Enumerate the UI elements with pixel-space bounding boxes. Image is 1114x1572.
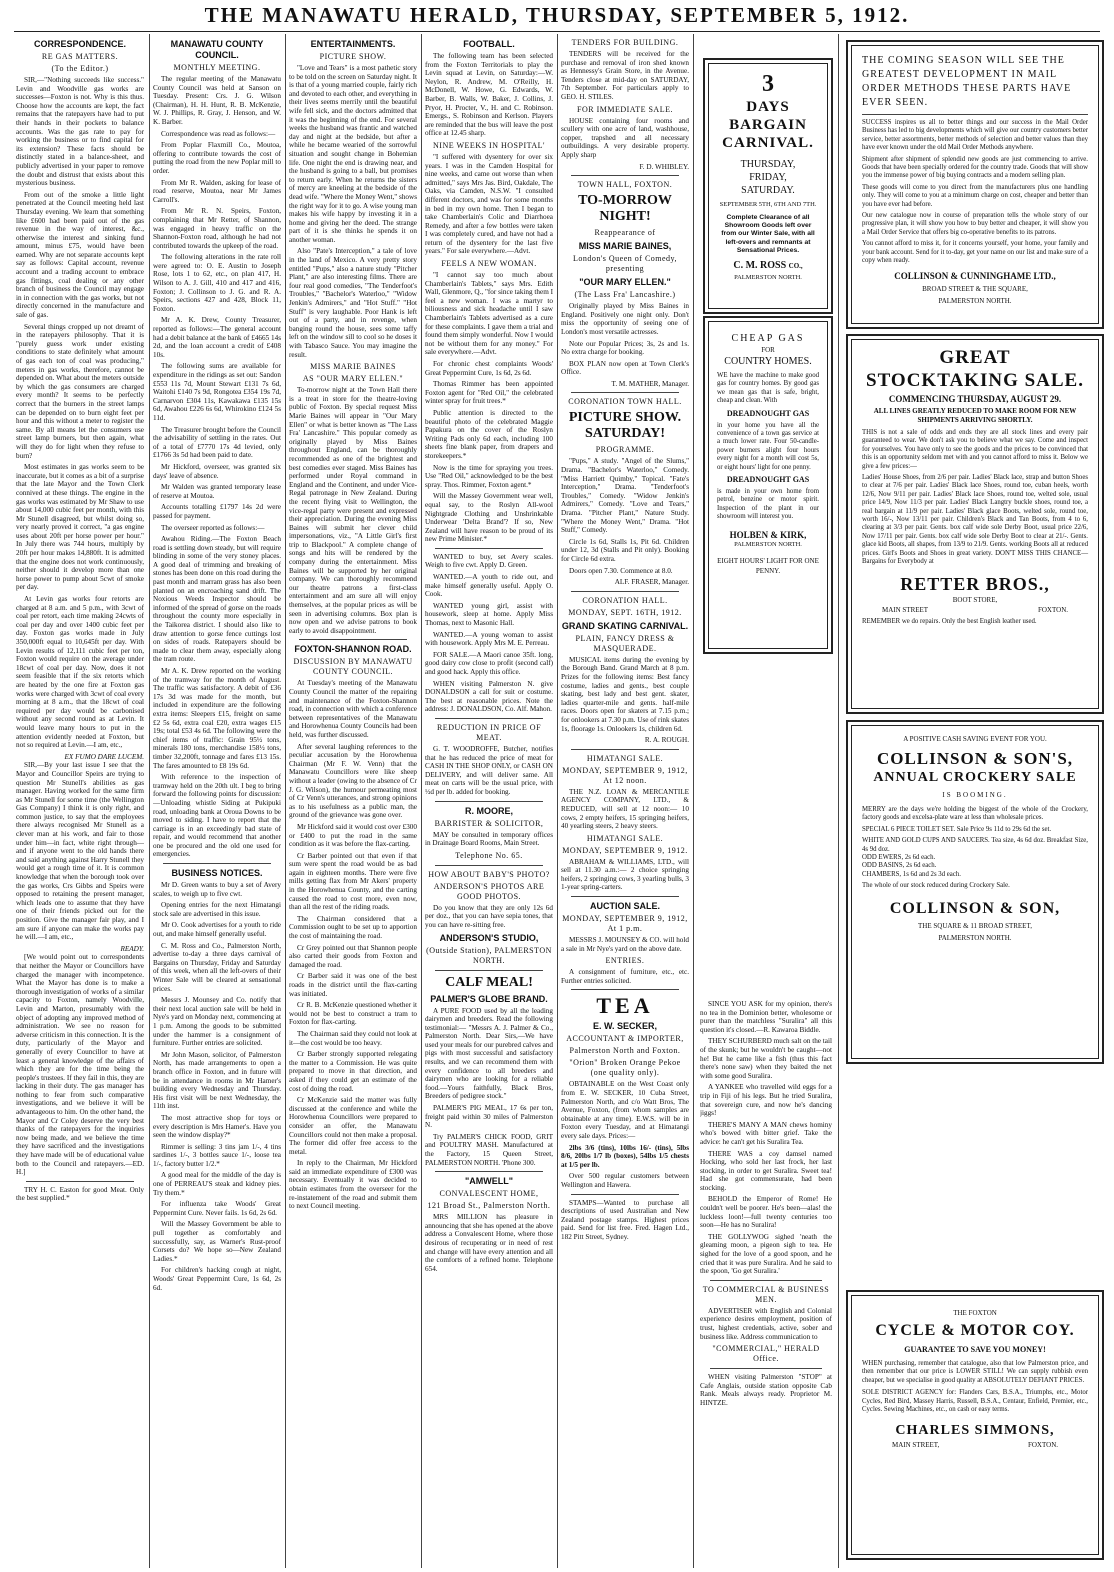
ad-line: PLAIN, FANCY DRESS & MASQUERADE. [575,633,675,653]
paragraph: Several things cropped up not dreamt of in the ratepayers philosophy. That it is "purely guess work under existing conditions to state definitely what amount of gas each ton of coal was producing," meters in gas works, therefore, cannot be depended on. What about the meters outside by which the gas consumers are charged every month? It seems to be perfectly correct that the burners in the street lamps can be depended on to burn eight feet per hour and this without a meter to register the same. By all means let the consumers use street lamp burners, but then again, what will they do for light when they refuse to burn? [16,322,144,460]
ad-heading: CORONATION TOWN HALL. [568,397,682,407]
divider [26,1181,134,1182]
ad-text: ODD BASINS, 2s 6d each. [862,862,937,870]
divider [710,1280,822,1281]
ad-text: MESSRS J. MOUNSEY & CO. will hold a sale in Mr Nye's yard on the above date. [561,936,689,953]
article-subhead: AS "OUR MARY ELLEN." [302,374,404,384]
ad-text: Ladies' House Shoes, from 2/6 per pair. Ladies' Black lace, strap and button Shoes to clear at 7/6 per pair. Ladies' Black lace Shoes, round toe, cuban heels, worth 12/6, Now 9/11 per pair. Ladies' Black lace Shoes, round toe, welted sole, usual price 14/9, Now 11/3 per pair. Ladies' Black Langtry buckle shoes, round toe, a real bargain at 11/9 per pair. Ladies' Black glace Boots, welted sole, round toe, worth 16/-, Now 13/11 per pair. Children's Black and Tan Boots, from 4 to 6, clearing at 3/3 per pair. Gents. box calf wide sole Derby Boot, usual price 22/6, Now 17/11 per pair. Gents. box calf wide sole Derby Boot to clear at 21/-. Gents. glace kid Boots, all shapes, from 13/9 to 21/9. Gents. working Boots all at reduced prices. Girl's Boots and Shoes in great variety. DON'T MISS THIS CHANCE—Bargains for Everybody at [862,474,1088,566]
ad-box-retter-bros [846,334,1104,714]
article-subhead: MISS MARIE BAINES [310,362,396,372]
ad-text: G. T. WOODROFFE, Butcher, notifies that he has reduced the price of meat for CASH IN THE SHOP ONLY, or CASH ON DELIVERY, and will deliver same. All meat on carts will be the usual price, with ½d per lb. added for booking. [425,744,553,796]
column-advertisements [561,36,689,1566]
ad-heading: AUCTION SALE. [589,901,660,912]
ad-headline: CALF MEAL! [445,974,533,990]
paragraph: Public attention is directed to the beautiful photo of the celebrated Maggie Papakura on the cover of the Roslyn Writing Pads only 6d each, including 100 sheets fine blank paper, from drapers and storekeepers.* [425,408,553,460]
paragraph: Also "Pate's Interception," a tale of love in the land of Mexico. A very pretty story entitled "Pups," also a nature study "Pitcher Plant," are also interesting films. There are four real good comedies, "The Tenderfoot's Troubles," "Bachelor's Waterloo," "Widow Jenkin's Admirers," and "Hot Stuff." "Hot Stuff" is very laughable. Poor Hank is left out of a party, and in revenge, when banging round the house, sees some taffy left on the window sill to cool so he doses it with Tabasco Sauce. You may imagine the result. [289,247,417,359]
section-heading: CORRESPONDENCE. [33,39,126,49]
ad-headline: PICTURE SHOW. SATURDAY! [568,410,682,442]
column-correspondence [16,36,144,1566]
paragraph: With reference to the inspection of tramway held on the 20th ult. I beg to bring forward the following points for discussion:—Unloading whistle Siding at Pukipuki road, unloading bank at Oroua Downs to be moved to siding. I have to report that the carriage is in an exceedingly bad state of repair, and would recommend that another one be procured and the old one used for emergencies. [153,773,281,859]
editor-note: [We would point out to correspondents that neither the Mayor or Councillors have charged the manager with incompetence. What the Mayor has done is to make a thorough investigation of works of a similar capacity to Foxton, namely Woodville, Levin and Marton, presumably with the object of adopting any improved method of administration. We see no reason for adverse criticism in this connection. It is the duty, particularly of the Mayor and generally of every Councillor to have at least a general knowledge of the affairs of which they are for the time being the people's trustees. If they fail in this, they are lacking in their duty. The gas manager has nothing to fear from such comparative investigations, and we believe it will be advantageous to him. On the other hand, the Mayor and Cr Coley deserve the very best thanks of the ratepayers for the inquiries now being made, and we believe the time they have sacrificed and the investigations they have made will be of educational value both to the Council and ratepayers.—ED. H.] [16,953,144,1177]
ad-text: WHITE AND GOLD CUPS AND SAUCERS. Tea size, 4s 6d doz. Breakfast Size, 4s 9d doz. [862,837,1088,853]
ad-heading: R. MOORE, [464,805,513,816]
masthead: THE MANAWATU HERALD, THURSDAY, SEPTEMBER 5, 1912. [204,3,910,27]
column-county-council [153,36,281,1566]
notice: C. M. Ross and Co., Palmerston North, advertise to-day a three days carnival of Bargains on Thursday, Friday and Saturday of this week, when all the left-overs of their Winter Sale will be cleared at sensational prices. [153,941,281,993]
ad-heading: REDUCTION IN PRICE OF MEAT. [436,722,542,742]
ad-headline: GREAT STOCKTAKING SALE. [866,347,1084,391]
ad-line: THURSDAY, [740,159,796,170]
ad-line: PROGRAMME. [595,445,655,455]
article-subhead: NINE WEEKS IN HOSPITAL' [433,140,545,150]
ad-text: "Pups," A study. "Angel of the Slums," Drama. "Bachelor's Waterloo," Comedy. "Miss Harriett Quimby," Topical. "Fate's Interception," Drama. "Tenderfoot's Troubles," Comedy. "Widow Jenkin's Admirers," Comedy. "Love and Tears," Drama. "Pitcher Plant," Nature Study. "Where the Money Went," Drama. "Hot Stuff," Comedy. [561,457,689,535]
ad-subheading: ANDERSON'S PHOTOS ARE GOOD PHOTOS. [433,881,545,901]
ad-text: MERRY are the days we're holding the biggest of the whole of the Crockery, factory goods and excelsa-plate ware at less than wholesale prices. [862,806,1088,822]
article-subhead: RE GAS MATTERS. [41,52,119,61]
ad-headline: ANNUAL CROCKERY SALE [873,770,1077,785]
paragraph: The Chairman considered that a Commission ought to be set up to apportion the cost of maintaining the road. [289,914,417,941]
column-rule [557,34,558,1568]
ad-heading: FOR IMMEDIATE SALE. [577,104,673,114]
ad-location: FOXTON. [1027,1441,1058,1450]
divider [571,175,679,176]
paragraph: Now is the time for spraying you trees. Use "Red Oil," acknowledged to be the best spray. Thos. Rimmer, Foxton agent.* [425,463,553,489]
notice: Mr O. Cook advertises for a youth to ride out, and make himself generally useful. [153,921,281,939]
ad-text: BEHOLD the Emperor of Rome! He couldn't well be poorer. He's been—alas! the luckless loon!—full twenty centuries too soon—He has no Suralira! [700,1195,832,1230]
paragraph: "Love and Tears" is a most pathetic story to be told on the screen on Saturday night. It is that of a young married couple, fairly rich and devoted to each other, and everything in their lives seems merrily until the beautiful wife fell sick, and the doctors admitted that it was the beginning of the end. For several weeks the husband was frantic and watched day and night at the bedside, but after a while he became wearied of the sorrowful situation and sought change in Bohemian life. One night the end is drawing near, and the husband is going to a ball, but promises to return early. When he returns the sisters of mercy are kneeling at the bedside of the dead wife. "Where the Money Went," shows the right way for it to go. A wise young man makes his wife happy by investing it in a home and giving her the deed. The strange part of it is she thinks he spends it on another woman. [289,64,417,244]
article-subhead: PICTURE SHOW. [319,52,387,61]
divider [435,801,543,802]
ad-subheading: PALMER'S GLOBE BRAND. [430,993,548,1004]
divider [571,896,679,897]
ad-date: MONDAY, SEPT. 16TH, 1912. [568,607,682,617]
ad-location: (Outside Station), PALMERSTON NORTH. [426,945,552,965]
column-rule [149,34,150,1568]
ad-line: FOR [761,346,775,354]
paragraph: "I cannot say too much about Chamberlain's Tablets," says Mrs. Edith Wall, Glenmore, Q., "for since taking them I feel a new woman. I was a martyr to biliousness and sick headache until I saw Chamberlain's Tablets advertised as a cure for these complaints. I gave them a trial and found them simply wonderful. Now I would not be without them for any money." For sale everywhere.—Advt. [425,271,553,357]
paragraph: The following team has been selected from the Foxton Territorials to play the Levin squad at Levin, on Saturday:—W. Neylon, R. Andrew, M. O'Reilly, H. McDonell, W. Howe, G. Edwards, W. Barber, B. Walls, W. Baker, J. Collins, J. Pryor, H. Procter, V., H. and C. Robinson. Emergs., S. Robinson and Kerlson. Players are reminded that the bus will leave the post office at 12.45 sharp. [425,52,553,138]
paragraph: From Mr R. N. Speirs, Foxton, complaining that Mr Retter, of Shannon, was engaged in heavy traffic on the Shannon-Foxton road, although he had not contributed towards the upkeep of the road. [153,207,281,250]
paragraph: The Chairman said they could not look at it—the cost would be too heavy. [289,1029,417,1047]
column-rule [421,34,422,1568]
divider [435,548,543,549]
ad-firm: ANDERSON'S STUDIO, [439,932,539,943]
ad-address: BROAD STREET & THE SQUARE, [922,284,1028,293]
ad-text: Try PALMER'S CHICK FOOD, GRIT and POULTRY MASH. Manufactured at the Factory, 15 Queen Street, PALMERSTON NORTH. 'Phone 300. [425,1132,553,1167]
ad-text: A PURE FOOD used by all the leading dairymen and breeders. Read the following testimonial:— "Messrs A. J. Palmer & Co., Palmerston North. Dear Sirs,—We have used your meals for our purebred calves and pigs with most successful and satisfactory results, and we can recommend them with every confidence to all breeders and dairymen who are looking for a reliable food.—Yours faithfully, Black Bros, Breeders of pedigree stock." [425,1006,553,1101]
ad-line: BARGAIN [729,117,807,133]
paragraph: Mr A. K. Drew reported on the working of the tramway for the month of August. The traffic was satisfactory. A debit of £36 17s 3d was made for the month, but included in expenditure are the following extra items: Sleepers £15, freight on same £2 5s 6d, extra coal £20, extra wages £15 19s; total £53 4s 6d. The following were the chief items of traffic: Grain 95½ tons, minerals 180 tons, merchandise 158½ tons, timber 32,200ft, tonnage and fares £13 15s. The fares amounted to £8 19s 6d. [153,667,281,770]
ad-firm: RETTER BROS., [900,573,1050,594]
classified-ad: WANTED.—A young woman to assist with housework. Apply Mrs M. E. Perreau. [425,630,553,648]
ad-line: SATURDAY. [741,185,795,196]
ad-line: CHEAP GAS [731,333,805,344]
ad-text: SPECIAL 6 PIECE TOILET SET. Sale Price 9s 11d to 29s 6d the set. [862,825,1052,833]
paragraph: Accounts totalling £1797 14s 2d were passed for payment. [153,503,281,520]
article-dateline: (To the Editor.) [51,64,109,73]
divider [435,1171,543,1172]
ad-location: PALMERSTON NORTH. [734,540,802,548]
ad-address: MAIN STREET, [892,1441,940,1450]
divider [435,970,543,971]
ad-location: PALMERSTON NORTH. [734,274,802,282]
paragraph: SIR,—By your last issue I see that the Mayor and Councillor Speirs are trying to question Mr Stunell's abilities as gas manager. Having worked for the same firm as Mr Stunell for some time (the Wellington Gas Company) I think it is only right, and common justice, to say that the employees there always recognised Mr Stunell as a clever man at his work, and fair to those under him—in fact, white right through—and if anyone went to the old hands there and said anything against Harry Stunell they would get a rough time of it. It is common knowledge that when the borough took over the gas works, Crs Gibbs and Speirs were opposed to retaining the present manager, which leads one to assume that they have one of their friends picked out for the position. Give the manager fair play, and I am sure if anyone can make the works pay he will.—I am, etc., [16,761,144,942]
ad-text: ABRAHAM & WILLIAMS, LTD., will sell at 11.30 a.m.:— 2 choice springing heifers, 2 springing cows, 3 yearling bulls, 3 1-year spring-carters. [561,857,689,892]
ad-text: You cannot afford to miss it, for it concerns yourself, your home, your family and your bank account. Send for it to-day, get your name on our list and make sure of a copy when ready. [862,240,1088,265]
paragraph: From Poplar Flaxmill Co., Moutoa, offering to contribute towards the cost of putting the road from the new Poplar mill to order. [153,141,281,175]
ad-text: ADVERTISER with English and Colonial experience desires employment, position of trust, highest credentials, active, sober and business like. Address communication to [700,1306,832,1341]
ad-text: Shipment after shipment of splendid new goods are just commencing to arrive. Goods that have been specially ordered for the country trade. Goods that will show you the immense power of big buying contracts and a modern selling plan. [862,155,1088,180]
classified-ad: FOR SALE.—A Maori canoe 35ft. long, good dairy cow close to profit (second calf) and good hack. Apply this office. [425,650,553,676]
paragraph: Cr Grey pointed out that Shannon people also carted their goods from Foxton and damaged the road. [289,943,417,969]
ad-text: is made in your own home from petrol, benzine or motor spirit. Inspection of the plant in our showroom will interest you. [717,488,819,521]
ad-heading: HOW ABOUT BABY'S PHOTO? [428,869,550,879]
ad-date: SEPTEMBER 5TH, 6TH AND 7TH. [719,201,817,208]
ad-line: "Orion" Broken Orange Pekoe (one quality only). [569,1058,681,1078]
notice: Opening entries for the next Himatangi stock sale are advertised in this issue. [153,901,281,918]
ad-box-holben-kirk [703,316,833,654]
ad-headline: THE COMING SEASON WILL SEE THE GREATEST DEVELOPMENT IN MAIL ORDER METHODS THESE PARTS HAVE EVER SEEN. [862,55,1072,108]
ad-line: ACCOUNTANT & IMPORTER, [566,1034,684,1044]
ad-heading: "AMWELL" [464,1176,514,1187]
ad-box-foxton-cycle [846,1290,1104,1560]
ad-box-collinson-crockery [846,720,1104,1064]
divider [435,718,543,719]
ad-line: ALL LINES GREATLY REDUCED TO MAKE ROOM FOR NEW SHIPMENTS ARRIVING SHORTLY. [873,407,1077,424]
ad-firm: CHARLES SIMMONS, [895,1423,1055,1439]
ad-text: MRS MILLION has pleasure in announcing that she has opened at the above address a Convalescent Home, where those desirous of recuperating or in need of rest and change will have every attention and all the comforts of a refined home. Telephone 654. [425,1213,553,1273]
ad-text: WE have the machine to make good gas for country homes. By good gas we mean gas that is safe, bright, cheap and clean. With [717,372,819,405]
ad-text: WHEN purchasing, remember that catalogue, also that low Palmerston price, and then remember that our price is LOWER STILL! We can supply rubbish even cheaper, but we specialise in good quality at ABSOLUTELY DEFIANT PRICES. [862,1360,1088,1384]
ad-text: ODD EWERS, 2s 6d each. [862,854,936,862]
ad-subheading: BARRISTER & SOLICITOR, [434,818,544,828]
ad-headline: TO-MORROW NIGHT! [578,193,672,225]
ad-line: BOOT STORE, [952,595,998,604]
ad-line: Palmerston North and Foxton. [569,1046,681,1056]
ad-line: CARNIVAL. [722,135,814,151]
ad-line: DAYS [746,99,790,115]
article-subhead: MONTHLY MEETING. [173,63,261,72]
classified-ad: WANTED to buy, set Avery scales. Weigh to five cwt. Apply D. Green. [425,552,553,570]
ad-phone: Telephone No. 65. [455,850,523,860]
paragraph: Mr Hickford, overseer, was granted six days' leave of absence. [153,462,281,480]
ad-heading: TOWN HALL, FOXTON. [577,180,673,190]
column-rule [693,34,694,1568]
ad-box-cm-ross [703,58,833,314]
divider [710,1368,822,1369]
ad-text: MAY be consulted in temporary offices in Drainage Board Rooms, Main Street. [425,830,553,848]
notice: The most attractive shop for toys or every description is Mrs Hamer's. Have you seen the window display?* [153,1113,281,1140]
ad-line: FRIDAY, [749,172,787,183]
paragraph: At Levin gas works four retorts are charged at 8 a.m. and 5 p.m., with 3cwt of coal per retort, each time making 24cwts of coal per day and over 1400 cubic feet per day. Foxton gas works made in July 350,000ft equal to 10,645ft per day. With Levin results of 12,111 cubic feet per ton, Foxton would require on the average under 18cwt of coal per day. Now, does it not seem feasible that if the six retorts which are heated by the one fire at Foxton gas works were charged with 3cwt of coal every morning at 8 a.m., that the 18cwt of coal required per day would be carbonised without any second round as at Levin. It would leave many hours to put in the attention evidently needed at Foxton, but not so required at Levin.—I am, etc., [16,595,144,750]
ad-box-mail-order [846,40,1104,329]
ad-number: 3 [762,71,774,97]
ad-text: CHAMBERS, 1s 6d and 2s 3d each. [862,870,961,878]
ad-text: Complete Clearance of all Showroom Goods left over from our Winter Sale, with all left-overs and remnants at Sensational Prices. [721,214,815,254]
paragraph: Will the Massey Government wear well, equal say, to the Roslyn All-wool Nightgrade Clothing and Unshrinkable Underwear 'Delta Brand'? If so, New Zealand will have reason to be proud of its new Prime Minister.* [425,492,553,544]
ad-heading: TO COMMERCIAL & BUSINESS MEN. [702,1284,830,1304]
ad-line: "COMMERCIAL," HERALD Office. [712,1344,820,1364]
ad-text: PALMER'S PIG MEAL, 17 6s per ton, freight paid within 30 miles of Palmerston N. [425,1104,553,1130]
masthead-rule [14,31,1100,32]
notice: Rimmer is selling: 3 tins jam 1/-, 4 tins sardines 1/-, 3 bottles sauce 1/-, loose tea 1/-, factory butter 1/2.* [153,1142,281,1168]
ad-text: SUCCESS inspires us all to better things and our success in the Mail Order Business has led to big developments which will give our country customers better service, better assortments, better methods of selection and better values than they have ever known under the old Mail Order Methods anywhere. [862,119,1088,152]
paragraph: For chronic chest complaints Woods' Great Peppermint Cure, 1s 6d, 2s 6d. [425,360,553,377]
ad-line: THE FOXTON [953,1309,997,1317]
ad-text: These goods will come to you direct from the manufacturers plus one handling only. They will come to you at a minimum charge on cost, cheaper and better than you have ever had before. [862,183,1088,208]
ad-text: Originally played by Miss Baines in England. Positively one night only. Don't miss the opportunity of seeing one of London's most versatile actresses. [561,302,689,336]
divider [862,114,1088,115]
ad-address: MAIN STREET [882,605,929,614]
paragraph: The Treasurer brought before the Council the advisability of settling in the rates. Out of a total of £7770 17s 4d levied, only £1766 3s 5d had been paid to date. [153,425,281,460]
ad-date: MONDAY, SEPTEMBER 9, 1912. [562,845,688,855]
ad-line: London's Queen of Comedy, presenting [572,254,678,274]
paragraph: To-morrow night at the Town Hall there is a treat in store for the theatre-loving public of Foxton. By special request Miss Marie Baines will appear in "Our Mary Ellen" or what is better known as "The Lass Fra' Lancashire." This popular comedy as originally played by Miss Baines throughout England, can be thoroughly recommended as one of the brightest and best comedies ever staged. Miss Baines has performed under Royal command in England and the Continent, and under Vice-Regal patronage in New Zealand. During the recent flying visit to Wellington, the vice-regal party were present and expressed their appreciation. During the evening Miss Baines will submit her clever child impersonations, viz., "A Little Girl's first trip to Blackpool." A complete change of songs and hits will be rendered by the company during the entertainment. Miss Baines will be supported by her original company. We can thoroughly recommend our theatre patrons a first-class entertainment and am sure all will enjoy themselves, at the popular prices as will be seen in advertising columns. Box plan is now open and we advise patrons to book early to avoid disappointment. [289,386,417,635]
ad-text: Do you know that they are only 12s 6d per doz., that you can have sepia tones, that you can have re-sitting free. [425,903,553,929]
ad-line: EIGHT HOURS' LIGHT FOR ONE PENNY. [717,556,819,575]
ad-subheading: CONVALESCENT HOME, [439,1189,539,1199]
paragraph: Cr Barber said it was one of the best roads in the district until the flax-carting was initiated. [289,972,417,998]
ad-date: MONDAY, SEPTEMBER 9, 1912, At 12 noon. [562,765,688,785]
paragraph: The following sums are available for expenditure in the ridings as set out: Sandon £553 11s 7d, Mount Stewart £131 7s 6d, Waitohi £140 7s 9d, Rongotea £354 19s 7d, Carnarvon £304 11s, Kawakawa £135 15s 6d, Awahou £226 6s 6d, Whirokino £124 5s 11d. [153,362,281,422]
divider [571,392,679,393]
classified-ad: WANTED young girl, assist with housework, sleep at home. Apply Miss Thomas, next to Masonic Hall. [425,601,553,628]
signature: EX FUMO DARE LUCEM. [64,752,144,761]
notice: Mr D. Green wants to buy a set of Avery scales, to weigh up to five cwt. [153,881,281,898]
ad-text: STAMPS—Wanted to purchase all descriptions of used Australian and New Zealand postage stamps. Highest prices paid. Send for list free. Fred. Hagen Ltd., 182 Pitt Street, Sydney. [561,1198,689,1241]
ad-address: THE SQUARE & 11 BROAD STREET, [918,921,1032,930]
ad-text: Note our Popular Prices; 3s, 2s and 1s. No extra charge for booking. [561,339,689,357]
section-heading: ENTERTAINMENTS. [310,39,396,49]
paragraph: Cr Barber strongly supported relegating the matter to a Commission. He was quite prepared to move in that direction, and asked if they could get an estimate of the cost of doing the road. [289,1050,417,1093]
paragraph: Cr R. B. McKenzie questioned whether it would not be best to construct a tram to Foxton for flax-carting. [289,1001,417,1027]
divider [571,989,679,990]
ad-text: BOX PLAN now open at Town Clerk's Office. [561,359,689,377]
ad-line: COMMENCING THURSDAY, AUGUST 29. [888,394,1062,404]
ad-line: MISS MARIE BAINES, [578,241,672,252]
ad-text: Over 500 regular customers between Wellington and Hawera. [561,1172,689,1189]
paragraph: Thomas Rimmer has been appointed Foxton agent for "Red Oil," the celebrated winter spray for fruit trees.* [425,380,553,406]
ad-line: GUARANTEE TO SAVE YOU MONEY! [904,1345,1046,1354]
ad-text: SINCE YOU ASK for my opinion, there's no tea in the Dominion better, wholesome or purer than the matchless "Suralira" all this question it's closed.—R. Kawaroa Biddle. [700,1000,832,1034]
ad-signature: F. D. WHIBLEY. [639,162,689,171]
article-subhead: FEELS A NEW WOMAN. [441,259,537,269]
ad-text: A YANKEE who travelled wild eggs for a trip in Fiji of his legs. But he tried Suralira, that sovereign cure, and now he's dancing jiggs! [700,1083,832,1118]
ad-firm: CYCLE & MOTOR COY. [875,1322,1075,1339]
ad-heading: HIMATANGI SALE. [586,833,664,843]
ad-text: THEY SCHURBERD much salt on the tail of the skunk; but he wouldn't be caught—not he! But he came like a fish (thus this fact there's none saw) when they baited the net with some good Suralira. [700,1037,832,1080]
ad-signature: R. A. ROUGH. [644,736,689,745]
paragraph: The overseer reported as follows:— [161,523,265,532]
footer-note: TRY H. C. Easton for good Meat. Only the best supplied.* [16,1185,144,1203]
ad-firm: COLLINSON & SON, [889,899,1061,917]
ad-line: DREADNOUGHT GAS [726,475,810,485]
paragraph: Most estimates in gas works seem to be inaccurate, but it comes as a bit of a surprise that the late Mayor and the Town Clerk connived at these things. The engine in the gas works was estimated by Mr Shaw to use about 14,000 cubic feet per month, with this Mr Stunell disagreed, but whilst doing so, very nearly proved it correct, "a gas engine uses about 20ft per horse power per hour." In July there was 744 hours, multiply by 20ft per hour makes 14,880ft. It is admitted that the engine does not work continuously, neither should it develop more than one horse power to pump about 5cwt of smoke per day. [16,463,144,592]
paragraph: The regular meeting of the Manawatu County Council was held at Sanson on Tuesday. Present: Crs. J. G. Wilson (Chairman), H. H. Hunt, R. B. McKenzie, W. J. Phillips, R. Gray, J. Henson, and W. K. Barber. [153,75,281,126]
ad-text: A consignment of furniture, etc., etc. Further entries solicited. [561,968,689,985]
section-heading: BUSINESS NOTICES. [171,868,263,879]
notice: Will the Massey Government be able to pull together as comfortably and successfully, say, as Warner's Rust-proof Corsets do? We hope so—New Zealand Ladies.* [153,1220,281,1263]
paragraph: Mr Walden was granted temporary lease of reserve at Moutoa. [153,483,281,500]
ad-firm: COLLINSON & SON'S, [876,749,1074,768]
ad-address: 121 Broad St., Palmerston North. [427,1201,551,1211]
article-subhead: DISCUSSION BY MANAWATU COUNTY COUNCIL. [293,657,413,677]
ad-heading: CORONATION HALL. [582,595,668,605]
ad-firm: HOLBEN & KIRK, [729,529,807,540]
ad-text: THE N.Z. LOAN & MERCANTILE AGENCY COMPANY, LTD., & REDUCED, will sell at 12 noon:— 10 cows, 2 empty heifers, 15 springing heifers, 40 yearling steers, 2 heavy steers. [561,787,689,831]
divider [571,1194,679,1195]
ad-heading: TENDERS FOR BUILDING. [571,38,679,47]
notice: For children's hacking cough at night, Woods' Great Peppermint Cure, 1s 6d, 2s 6d. [153,1266,281,1292]
ad-prices: 2lbs 3/6 (tins), 10lbs 16/- (tins), 5lbs 8/6, 20lbs 1/7 lb (boxes), 54lbs 1/5 chests at 1/5 per lb. [561,1143,689,1169]
ad-line: Reappearance of [594,228,656,238]
column-rule [285,34,286,1568]
paragraph: SIR,—"Nothing succeeds like success." Levin and Woodville gas works are successes—Foxton is not. Why is this thus. Choose how the accounts are kept, the fact remains that the ratepayers have had to put their hands in their pockets to balance accounts. Was the gas rate to pay for working the business or to find capital for its extension? These facts should be distinctly stated in a balance-sheet, and publicly advertised in your paper to remove the doubt and distrust that exists about this mysterious business. [16,76,144,188]
paragraph: Mr A. K. Drew, County Treasurer, reported as follows:—The general account had a debit balance at the bank of £4665 14s 2d, and the loan account a credit of £408 10s. [153,316,281,359]
ad-date: MONDAY, SEPTEMBER 9, 1912, At 1 p.m. [562,914,688,934]
divider [299,639,407,640]
paragraph: From out of the smoke a little light penetrated at the Council meeting held last Thursday evening. We learn that something like £600 had been paid out of the gas revenue in the way of interest, &c., otherwise the interest and sinking fund amount, minus £75, would have been earned. Why are not separate accounts kept say as follows: Capital account, revenue account and a trading account to embrace gas fittings, coal dealing or any other branch of business the Council may engage in in connection with the gas works, but not directly concerned in the manufacture and sale of gas. [16,190,144,320]
ad-firm: C. M. ROSS [733,260,787,272]
ad-text: TENDERS will be received for the purchase and removal of iron shed known as Hennessy's Grain Store, in the Avenue. Tenders close at mid-day on SATURDAY, 7th September. For particulars apply to GEO. H. STILES. [561,50,689,101]
ad-signature: T. M. MATHER, Manager. [611,379,689,388]
ad-firm-suffix: CO., [788,262,803,271]
ad-heading: HIMATANGI SALE. [586,753,664,763]
ad-headline: GRAND SKATING CARNIVAL. [561,620,689,631]
column-small-ads [700,1000,832,1566]
ad-text: Circle 1s 6d, Stalls 1s, Pit 6d. Children under 12, 3d (Stalls and Pit only). Booking for Circle 6d extra. [561,537,689,563]
paragraph: Mr Hickford said it would cost over £300 or £400 to put the road in the same condition as it was before the flax-carting. [289,822,417,849]
ad-text: SOLE DISTRICT AGENCY for: Flanders Cars, B.S.A., Triumphs, etc., Motor Cycles, Red Bird, Massey Harris, Russell, B.S.A., Centaur, Enfield, Premier, etc., Cycles. Sewing Machines, etc., on cash or easy terms. [862,1389,1088,1414]
classified-ad: WANTED.—A youth to ride out, and make himself generally useful. Apply O. Cook. [425,573,553,599]
signature: READY. [120,944,144,953]
paragraph: Cr McKenzie said the matter was fully discussed at the conference and while the Horowhenua Councillors were prepared to consider an offer, the Manawatu Councillors could not then make a proposal. The former did offer free access to the metal. [289,1096,417,1156]
ad-line: DREADNOUGHT GAS [726,408,810,418]
paragraph: After several laughing references to the peculiar accusation by the Horowhenua Chairman (Mr F. W. Venn) that the Manawatu Councillors were like sheep without a leader (owing to the absence of Cr J. G. Wilson), the humour permeating most of Cr Venn's utterances, and strong opinions as to his usefulness as a public man, the ground of the grievance was gone over. [289,742,417,820]
ad-line: ENTRIES. [605,956,645,966]
ad-text: THIS is not a sale of odds and ends they are all stock lines and every pair guaranteed to wear. We don't ask you to believe what we say. Come and inspect for yourselves. You have only to see the goods and the prices to be convinced that this is an opportunity seldom met with and you cannot afford to miss it. Below we give a few prices:— [862,429,1088,470]
paragraph: The following alterations in the rate roll were agreed to: O. E. Austin to Joseph Rose, lots 1 to 62, etc., on plan 417, H. Wilson to A. J. Gill, 410 and 417 and 416, Foxton; J. Collinson to J. G. and R. A. Speirs, sections 427 and 428, Block 11, Foxton. [153,253,281,313]
paragraph: At Tuesday's meeting of the Manawatu County Council the matter of the repairing and maintenance of the Foxton-Shannon road, in connection with which a conference between representatives of the Manawatu and Horowhenua County Councils had been held, was further discussed. [289,679,417,739]
ad-text: Doors open 7.30. Commence at 8.0. [569,566,673,575]
paragraph: Cr Barber pointed out that even if that sum were spent the road would be as bad again in eighteen months. There were five mills getting flax from Mr Akers' property in the Horowhenua County, and the carting caused the road to cost more, even now, than all the rest of the riding roads. [289,851,417,912]
ad-text: REMEMBER we do repairs. Only the best English leather used. [862,617,1037,625]
ad-line: COUNTRY HOMES. [724,356,812,367]
classified-ad: WHEN visiting Palmerston N. give DONALDSON a call for suit or costume. The best at reasonable prices. Note the address: J. DONALDSON, Co. Alf. Mahon. [425,679,553,714]
paragraph: From Mr R. Walden, asking for lease of road reserve, Moutoa, near Mr James Carroll's. [153,178,281,204]
column-football [425,36,553,1566]
paragraph: In reply to the Chairman, Mr Hickford said an immediate expenditure of £300 was necessary. Eventually it was decided to obtain estimates from the overseer for the re-instatement of the road and submit them to next Council meeting. [289,1159,417,1211]
ad-text: THE GOLLYWOG sighed 'neath the gleaming moon, a pigeon sigh to tea. He sighed for the love of a good spoon, and he cried that it was pure Suralira. And he said to the spoon, 'Go get Suralira.' [700,1232,832,1276]
notice: For influenza take Woods' Great Peppermint Cure. Never fails. 1s 6d, 2s 6d. [153,1200,281,1217]
paragraph: Awahou Riding.—The Foxton Beach road is settling down steady, but will require blinding in some of the very stoney places. A good deal of trimming and breaking of stones has been done on this road during the past month and marram grass has also been planted on an encroaching sand drift. The Noxious Weeds Inspector should be informed of the spread of gorse on the roads throughout the county more especially in the Taikorea district. I should also like to draw attention to gorse fence cuttings lost on sides of roads. Ratepayers should be made to clear them away, especially along the tram route. [153,535,281,664]
ad-location: FOXTON. [1037,605,1068,614]
notice: Messrs J. Mounsey and Co. notify that their next local auction sale will be held in Nye's yard on Monday next, commencing at 1 p.m. Among the goods to be submitted under the hammer is a consignment of furniture. Further entries are solicited. [153,996,281,1048]
divider [435,865,543,866]
ad-text: Our new catalogue now in course of preparation tells the whole story of our progressive plan, it will show you how to buy better and cheaper, it will show you a Mail Order Service that offers big co-operative benefits to its patrons. [862,212,1088,236]
divider [571,749,679,750]
ad-text: THERE WAS a coy damsel named Hocking, who sold her last frock, her last stocking, in order to get Suralira. Sweet tea! Had she got commensurate, had been stocking. [700,1149,832,1192]
section-heading: MANAWATU COUNTY COUNCIL. [170,39,264,60]
ad-line: (The Lass Fra' Lancashire.) [574,290,676,300]
ad-line: A POSITIVE CASH SAVING EVENT FOR YOU. [903,735,1047,743]
section-heading: FOXTON-SHANNON ROAD. [294,644,412,655]
ad-signature: ALF. FRASER, Manager. [614,578,689,587]
ad-firm: E. W. SECKER, [592,1021,657,1032]
ad-text: OBTAINABLE on the West Coast only from E. W. SECKER, 10 Cuba Street, Palmerston North, and c/o Watt Bros, The Avenue, Foxton, (from whom samples are obtainable at any time). E.W.S. will be in Foxton every Tuesday, and at Himatangi every sale days. Prices:— [561,1080,689,1140]
ad-text: MUSICAL items during the evening by the Borough Band. Grand March at 8 p.m. Prizes for the following items: Best fancy costume, ladies and gents., best couple skating, best lady and best gent. skater, ladies quarter-mile and gents. half-mile races. Doors open for skaters at 7.15 p.m.; for onlookers at 7.30 p.m. Use of rink skates 1s, floorage 1s. Onlookers 1s, children 6d. [561,655,689,733]
ad-line: IS BOOMING. [942,791,1008,799]
ad-text: THERE'S MANY A MAN chews hominy who's bowed with bitter grief. Take the advice: he can't get his Suralira Tea. [700,1120,832,1146]
paragraph: Correspondence was read as follows:— [161,129,276,138]
ad-text: WHEN visiting Palmerston "STOP" at Cafe Anglais, outside station opposite Cab Rank. Meals always ready. Proprietor M. HINTZE. [700,1373,832,1407]
ad-text: The whole of our stock reduced during Crockery Sale. [862,882,1010,890]
paragraph: "I suffered with dysentery for over six years. I was in the Camden Hospital for nine weeks, and came out worse than when admitted," says Mrs Jas. Bird, Oakdale, The Oaks, via Camden, N.S.W. "I consulted different doctors, and was for some months in bed in my own home. Then I began to take Chamberlain's Colic and Diarrhoea Remedy, and after a few bottles were taken I was completely cured, and have not had a return of the dysentery for the last five years." For sale everywhere.—Advt. [425,152,553,256]
notice: Mr John Mason, solicitor, of Palmerston North, has made arrangements to open a branch office in Foxton, and in future will be in attendance in rooms in Mr Hamer's building every Wednesday and Thursday. His first visit will be next Wednesday, the 11th inst. [153,1050,281,1111]
ad-location: PALMERSTON NORTH. [938,933,1012,942]
ad-text: in your home you have all the convenience of a town gas service at a much lower rate. Four 50-candle-power burners alight four hours every night for a month will cost 5s, or eight hours' light for one penny. [717,421,819,471]
divider [163,863,271,864]
section-heading: FOOTBALL. [463,39,515,49]
ad-headline: TEA [596,993,654,1019]
column-rule [838,34,839,1568]
column-entertainments [289,36,417,1566]
ad-location: PALMERSTON NORTH. [938,296,1012,305]
ad-firm: COLLINSON & CUNNINGHAME LTD., [894,270,1056,281]
notice: A good meal for the middle of the day is one of PERREAU'S steak and kidney pies. Try them.* [153,1171,281,1197]
divider [571,591,679,592]
ad-line: "OUR MARY ELLEN." [579,277,671,288]
ad-text: HOUSE containing four rooms and scullery with one acre of land, washhouse, copper, trapshed and all necessary outbuildings. A very desirable property. Apply sharp [561,116,689,159]
